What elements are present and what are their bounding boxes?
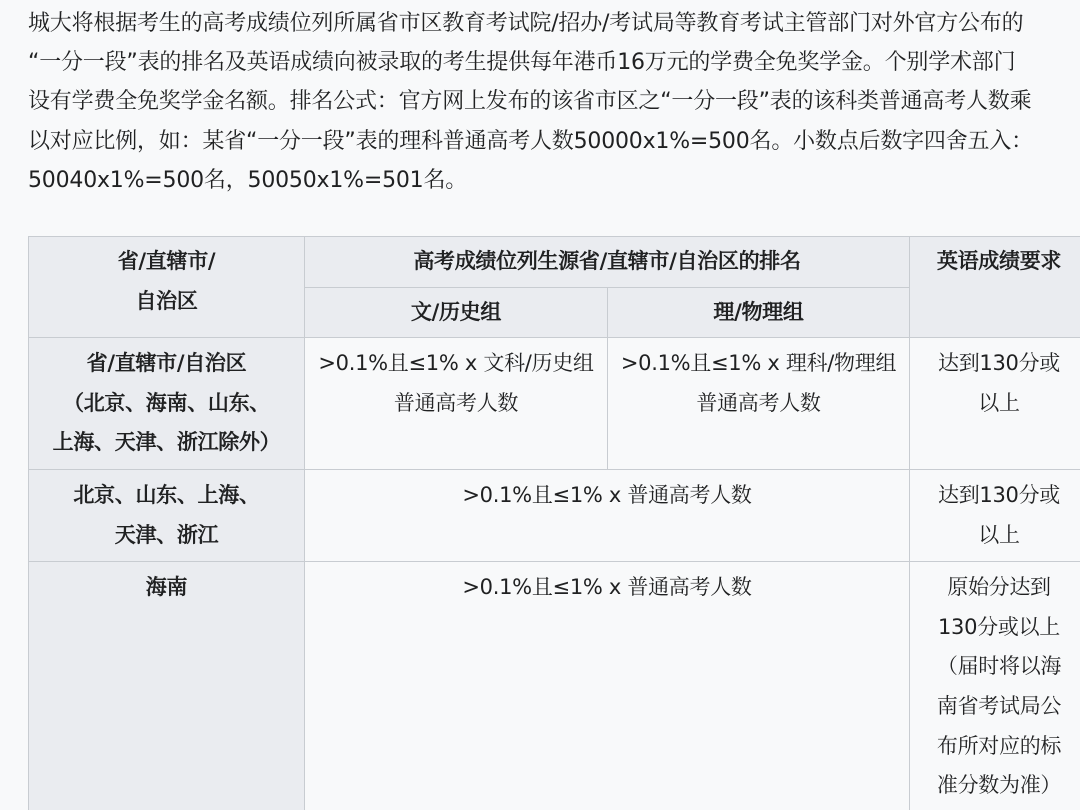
science-requirement: [608, 338, 910, 470]
header-science: 理/物理组: [608, 287, 910, 338]
english-line: 以上: [978, 390, 1020, 415]
intro-line: 以对应比例，如：某省“一分一段”表的理科普通高考人数50000x1%=500名。小数点后数字四舍五入：: [28, 128, 1033, 154]
table-header-row: [29, 237, 1080, 288]
english-line: 原始分达到: [947, 575, 1051, 600]
english-requirement: [910, 562, 1080, 810]
intro-line: 50040x1%=500名，50050x1%=501名。: [28, 167, 468, 193]
intro-paragraph: [28, 4, 1078, 200]
english-line: 130分或以上: [938, 614, 1060, 639]
region-line: 上海、天津、浙江除外）: [52, 430, 281, 455]
header-region: [29, 237, 305, 338]
header-liberal: 文/历史组: [305, 287, 608, 338]
english-requirement: [910, 338, 1080, 470]
combined-requirement: >0.1%且≤1% x 普通高考人数: [305, 562, 910, 810]
intro-line: 城大将根据考生的高考成绩位列所属省市区教育考试院/招办/考试局等教育考试主管部门对外官方公布的: [28, 11, 1024, 36]
header-region-line: 自治区: [135, 288, 198, 313]
intro-line: “一分一段”表的排名及英语成绩向被录取的考生提供每年港币16万元的学费全免奖学金。个别学术部门: [28, 50, 1016, 76]
region-line: 北京、山东、上海、: [73, 482, 260, 507]
english-line: 达到130分或: [938, 351, 1060, 376]
table-row: [29, 469, 1080, 561]
english-requirement: [910, 469, 1080, 561]
english-line: 南省考试局公: [936, 693, 1062, 718]
liberal-requirement: [305, 338, 608, 470]
region-line: 省/直辖市/自治区: [86, 351, 247, 376]
scholarship-requirements-table: [28, 236, 1080, 810]
english-line: 布所对应的标: [936, 733, 1062, 758]
requirement-line: 普通高考人数: [393, 390, 519, 415]
row-region: [29, 338, 305, 470]
english-line: 准分数为准）: [936, 773, 1062, 798]
requirement-line: >0.1%且≤1% x 文科/历史组: [318, 351, 594, 376]
english-line: 以上: [978, 522, 1020, 547]
region-line: （北京、海南、山东、: [63, 390, 270, 415]
intro-line: 设有学费全免奖学金名额。排名公式：官方网上发布的该省市区之“一分一段”表的该科类普通高考人数乘: [28, 89, 1032, 115]
row-region: [29, 469, 305, 561]
combined-requirement: >0.1%且≤1% x 普通高考人数: [305, 469, 910, 561]
header-region-line: 省/直辖市/: [117, 249, 216, 273]
region-line: 天津、浙江: [114, 522, 219, 547]
requirement-line: >0.1%且≤1% x 理科/物理组: [620, 351, 897, 376]
region-line: 海南: [145, 575, 188, 600]
requirement-line: 普通高考人数: [696, 390, 821, 415]
row-region: [29, 562, 305, 810]
header-rank: 高考成绩位列生源省/直辖市/自治区的排名: [305, 237, 910, 288]
table-row: [29, 338, 1080, 470]
header-english: 英语成绩要求: [910, 237, 1080, 338]
english-line: 达到130分或: [938, 482, 1060, 507]
english-line: （届时将以海: [936, 654, 1062, 679]
table-row: [29, 562, 1080, 810]
